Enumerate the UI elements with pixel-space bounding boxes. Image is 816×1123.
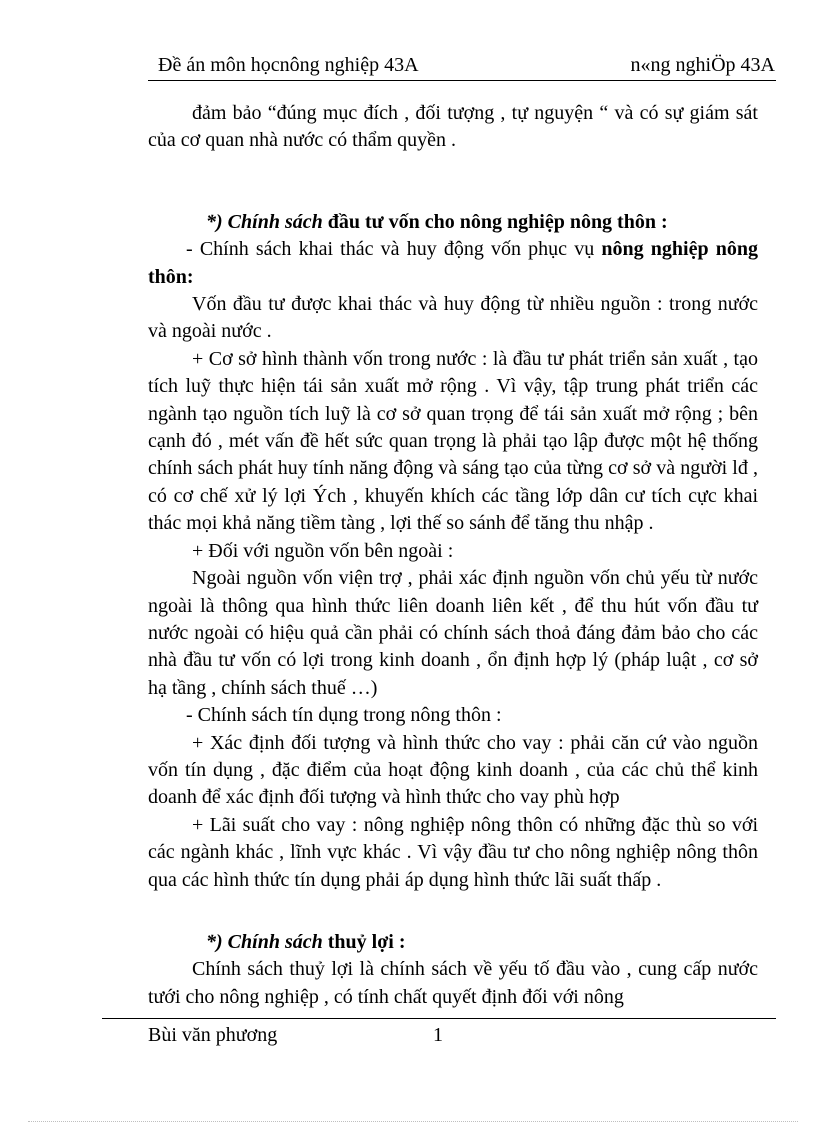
- paragraph-intro: đảm bảo “đúng mục đích , đối tượng , tự nguyện “ và có sự giám sát của cơ quan nhà nước có thẩm quyền .: [148, 102, 758, 152]
- paragraph-interest-rate: + Lãi suất cho vay : nông nghiệp nông thôn có những đặc thù so với các ngành khác , lĩnh vực khác . Vì vậy đầu tư cho nông nghiệp nông thôn qua các hình thức tín dụng phải áp dụng hình thức lãi suất thấp .: [148, 813, 758, 891]
- footer-rule: [102, 1018, 776, 1019]
- heading-text: thuỷ lợi :: [322, 930, 406, 953]
- document-body: [148, 100, 758, 1011]
- header-rule: [148, 80, 776, 81]
- paragraph-irrigation: Chính sách thuỷ lợi là chính sách về yếu tố đầu vào , cung cấp nước tưới cho nông nghiệp , có tính chất quyết định đối với nông: [148, 958, 758, 1008]
- paragraph-text: - Chính sách khai thác và huy động vốn phục vụ: [186, 238, 602, 261]
- spacer: [148, 182, 758, 209]
- paragraph-loan-targets: + Xác định đối tượng và hình thức cho vay : phải căn cứ vào nguồn vốn tín dụng , đặc điểm của hoạt động kinh doanh , của các chủ thể kinh doanh để xác định đối tượng và hình thức cho vay phù hợp: [148, 731, 758, 809]
- spacer: [148, 921, 758, 929]
- heading-italic: Chính sách: [227, 210, 323, 233]
- page-number: 1: [433, 1024, 443, 1046]
- page-boundary-dotted-line: [28, 1121, 798, 1122]
- paragraph-bold-text: nông nghiệp nông thôn:: [148, 238, 759, 288]
- spacer: [148, 894, 758, 921]
- paragraph-foreign-capital: Ngoài nguồn vốn viện trợ , phải xác định nguồn vốn chủ yếu từ nước ngoài là thông qua hình thức liên doanh liên kết , để thu hút vốn đầu tư nước ngoài có hiệu quả cần phải có chính sách thoả đáng đảm bảo cho các nhà đầu tư vốn có lợi trong kinh doanh , ổn định hợp lý (pháp luật , cơ sở hạ tầng , chính sách thuế …): [148, 567, 758, 699]
- paragraph-foreign-capital-heading: + Đối với nguồn vốn bên ngoài :: [192, 539, 454, 562]
- footer-author: Bùi văn phương: [148, 1024, 278, 1046]
- section-heading-investment-policy: [148, 209, 758, 236]
- paragraph-capital-mobilization: [148, 236, 758, 291]
- header-class-label: n«ng nghiÖp 43A: [630, 54, 775, 76]
- page-header: [158, 52, 775, 78]
- heading-prefix: *): [206, 210, 228, 233]
- section-heading-irrigation-policy: [148, 929, 758, 956]
- header-document-title: Đề án môn họcnông nghiệp 43A: [158, 54, 419, 76]
- paragraph-domestic-capital: + Cơ sở hình thành vốn trong nước : là đầu tư phát triển sản xuất , tạo tích luỹ thực hiện tái sản xuất mở rộng . Vì vậy, tập trung phát triển các ngành tạo nguồn tích luỹ là cơ sở quan trọng để tái sản xuất mở rộng ; bên cạnh đó , mét vấn đề hết sức quan trọng là phải tạo lập được một hệ thống chính sách phát huy tính năng động và sáng tạo của từng cơ sở và người lđ , có cơ chế xử lý lợi Ých , khuyến khích các tầng lớp dân cư tích cực khai thác mọi khả năng tiềm tàng , lợi thế so sánh để tăng thu nhập .: [148, 347, 758, 535]
- paragraph-capital-sources: Vốn đầu tư được khai thác và huy động từ nhiều nguồn : trong nước và ngoài nước .: [148, 293, 758, 343]
- heading-italic: Chính sách: [227, 930, 323, 953]
- spacer: [148, 155, 758, 182]
- heading-prefix: *): [206, 930, 228, 953]
- heading-text: đầu tư vốn cho nông nghiệp nông thôn :: [322, 210, 668, 233]
- paragraph-credit-policy: - Chính sách tín dụng trong nông thôn :: [186, 704, 502, 727]
